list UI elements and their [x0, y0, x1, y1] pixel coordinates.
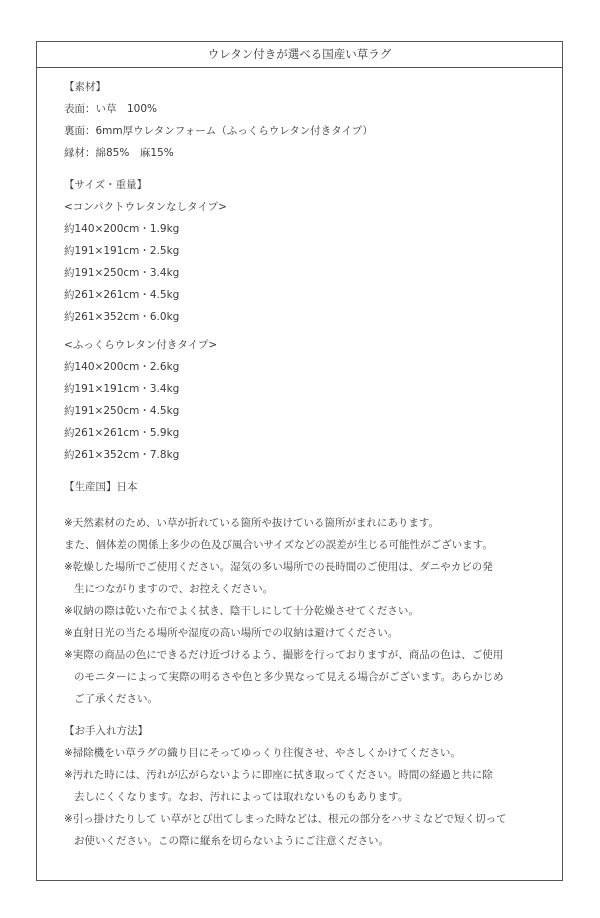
note-line: また、個体差の関係上多少の色及び風合いサイズなどの誤差が生じる可能性がございます。 — [64, 539, 493, 551]
size-item: 約261×352cm・7.8kg — [64, 449, 180, 461]
material-line: 表面：い草 100% — [64, 103, 158, 115]
note-line: ※乾燥した場所でご使用ください。湿気の多い場所での長時間のご使用は、ダニやカビの発 — [64, 561, 493, 573]
fluffy-type-label: <ふっくらウレタン付きタイプ> — [64, 339, 218, 351]
spec-title: ウレタン付きが選べる国産い草ラグ — [37, 42, 562, 68]
product-spec-box — [36, 41, 563, 881]
material-line: 裏面：6mm厚ウレタンフォーム（ふっくらウレタン付きタイプ） — [64, 125, 373, 137]
size-item: 約261×352cm・6.0kg — [64, 311, 180, 323]
size-item: 約140×200cm・2.6kg — [64, 361, 180, 373]
note-line: 生につながりますので、お控えください。 — [74, 583, 274, 595]
size-item: 約140×200cm・1.9kg — [64, 223, 180, 235]
size-item: 約191×250cm・4.5kg — [64, 405, 180, 417]
material-line: 縁材：綿85% 麻15% — [64, 147, 174, 159]
note-line: のモニターによって実際の明るさや色と多少異なって見える場合がございます。あらかじめ — [74, 671, 504, 683]
size-item: 約191×250cm・3.4kg — [64, 267, 180, 279]
size-item: 約191×191cm・3.4kg — [64, 383, 180, 395]
note-line: ご了承ください。 — [74, 693, 158, 705]
note-line: ※天然素材のため、い草が折れている箇所や抜けている箇所がまれにあります。 — [64, 517, 440, 529]
origin-line: 【生産国】日本 — [64, 481, 138, 493]
material-heading: 【素材】 — [64, 81, 106, 93]
care-line: ※汚れた時には、汚れが広がらないように即座に拭き取ってください。時間の経過と共に除 — [64, 769, 493, 781]
note-line: ※直射日光の当たる場所や湿度の高い場所での収納は避けてください。 — [64, 627, 399, 639]
size-item: 約191×191cm・2.5kg — [64, 245, 180, 257]
size-heading: 【サイズ・重量】 — [64, 179, 148, 191]
care-line: ※引っ掛けたりして い草がとび出てしまった時などは、根元の部分をハサミなどで短く切って — [64, 813, 507, 825]
care-line: ※掃除機をい草ラグの織り目にそってゆっくり往復させ、やさしくかけてください。 — [64, 747, 461, 759]
compact-type-label: <コンパクトウレタンなしタイプ> — [64, 201, 227, 213]
care-line: 去しにくくなります。なお、汚れによっては取れないものもあります。 — [74, 791, 409, 803]
care-heading: 【お手入れ方法】 — [64, 725, 148, 737]
spec-content — [37, 68, 562, 852]
care-line: お使いください。この際に縦糸を切らないようにご注意ください。 — [74, 835, 389, 847]
size-item: 約261×261cm・4.5kg — [64, 289, 180, 301]
note-line: ※収納の際は乾いた布でよく拭き、陰干しにして十分乾燥させてください。 — [64, 605, 419, 617]
size-item: 約261×261cm・5.9kg — [64, 427, 180, 439]
note-line: ※実際の商品の色にできるだけ近づけるよう、撮影を行っておりますが、商品の色は、ご使用 — [64, 649, 504, 661]
